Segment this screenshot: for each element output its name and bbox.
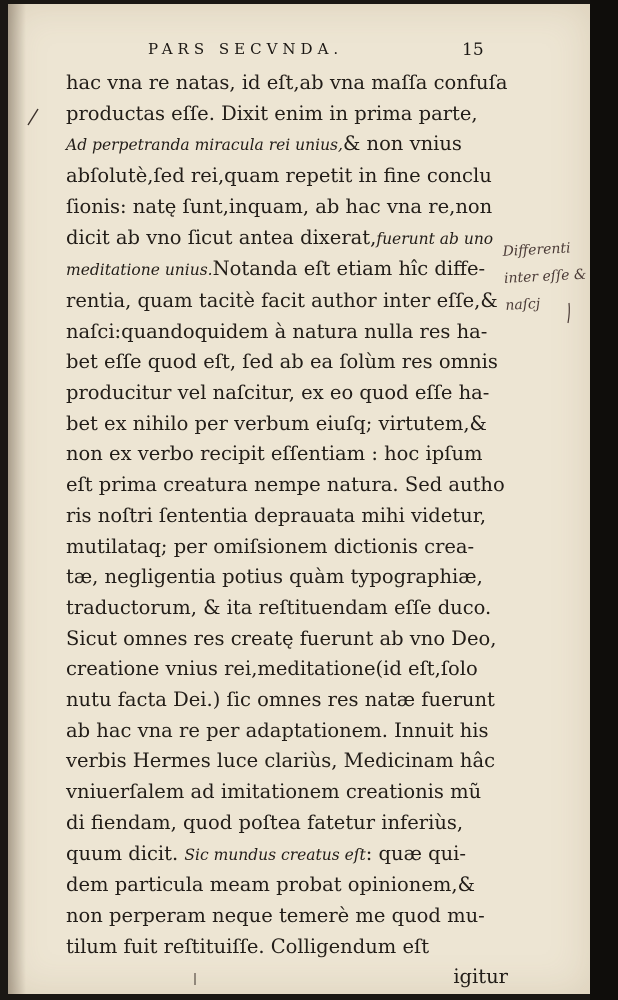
text-line	[66, 223, 516, 255]
book-page	[8, 4, 590, 994]
text-segment: dicit ab vno ſicut antea dixerat,	[66, 225, 377, 249]
text-line: ſionis: natę ſunt,inquam, ab hac vna re,non	[66, 194, 493, 218]
text-segment: : quæ qui-	[365, 841, 466, 865]
text-line	[66, 254, 516, 286]
catchword: igitur	[453, 965, 508, 989]
marginalia-line: naſcj	[505, 296, 541, 314]
italic-phrase: meditatione unius.	[66, 261, 213, 280]
text-line: abſolutè,ſed rei,quam repetit in fine conclu	[66, 164, 492, 188]
text-line: non ex verbo recipit eſſentiam : hoc ipſum	[66, 442, 483, 466]
page-header	[8, 40, 590, 64]
text-line	[66, 129, 516, 161]
text-line: Sicut omnes res creatę fuerunt ab vno Deo,	[66, 626, 497, 650]
text-line: ab hac vna re per adaptationem. Innuit his	[66, 718, 489, 742]
text-line: producitur vel naſcitur, ex eo quod eſſe ha-	[66, 381, 490, 405]
page-edge-shadow	[590, 0, 618, 1000]
italic-phrase: fuerunt ab uno	[376, 229, 494, 248]
running-head: PARS SECVNDA.	[148, 40, 344, 58]
text-line: hac vna re natas, id eſt,ab vna maſſa confuſa	[66, 71, 508, 94]
page-gutter-shadow	[8, 4, 26, 994]
ink-mark-icon	[26, 108, 40, 126]
page-number: 15	[462, 40, 484, 60]
text-line: tilum fuit reſtituiſſe. Colligendum eſt	[66, 934, 430, 958]
ink-stroke-icon	[564, 302, 574, 324]
text-line: bet eſſe quod eſt, ſed ab ea ſolùm res omnis	[66, 350, 498, 374]
text-line: tæ, negligentia potius quàm typographiæ,	[66, 565, 483, 589]
text-segment: quum dicit.	[66, 841, 185, 865]
text-line: mutilataq; per omiſsionem dictionis crea-	[66, 534, 475, 558]
text-line: rentia, quam tacitè facit author inter eſſe,&	[66, 288, 498, 312]
italic-phrase: Sic mundus creatus eſt	[184, 845, 366, 864]
text-segment: Notanda eſt etiam hîc diffe-	[212, 257, 486, 281]
text-line: bet ex nihilo per verbum eiuſq; virtutem,&	[66, 411, 487, 435]
text-line: creatione vnius rei,meditatione(id eſt,ſolo	[66, 657, 478, 681]
text-line: di fiendam, quod poſtea fatetur inferiùs,	[66, 810, 464, 834]
text-line: nutu facta Dei.) ſic omnes res natæ fuerunt	[66, 688, 495, 712]
text-line: naſci:quandoquidem à natura nulla res ha-	[66, 319, 488, 343]
text-line: vniuerſalem ad imitationem creationis mũ	[66, 780, 482, 804]
ink-dot-icon	[192, 972, 198, 986]
text-line: ris noſtri ſententia deprauata mihi videtur,	[66, 503, 487, 527]
text-line: traductorum, & ita reſtituendam eſſe duco.	[66, 595, 492, 619]
text-line: productas eſſe. Dixit enim in prima parte,	[66, 101, 478, 125]
text-segment: & non vnius	[342, 132, 462, 156]
marginalia-line: inter eſſe &	[503, 266, 587, 287]
text-line: dem particula meam probat opinionem,&	[66, 873, 475, 897]
marginalia-line: Differenti	[502, 240, 571, 260]
text-line: non perperam neque temerè me quod mu-	[66, 903, 485, 927]
text-line: eſt prima creatura nempe natura. Sed autho	[66, 473, 505, 497]
text-line	[66, 839, 516, 871]
body-text	[66, 68, 516, 993]
italic-phrase: Ad perpetranda miracula rei unius,	[66, 136, 343, 155]
text-line: verbis Hermes luce clariùs, Medicinam hâc	[66, 749, 496, 773]
